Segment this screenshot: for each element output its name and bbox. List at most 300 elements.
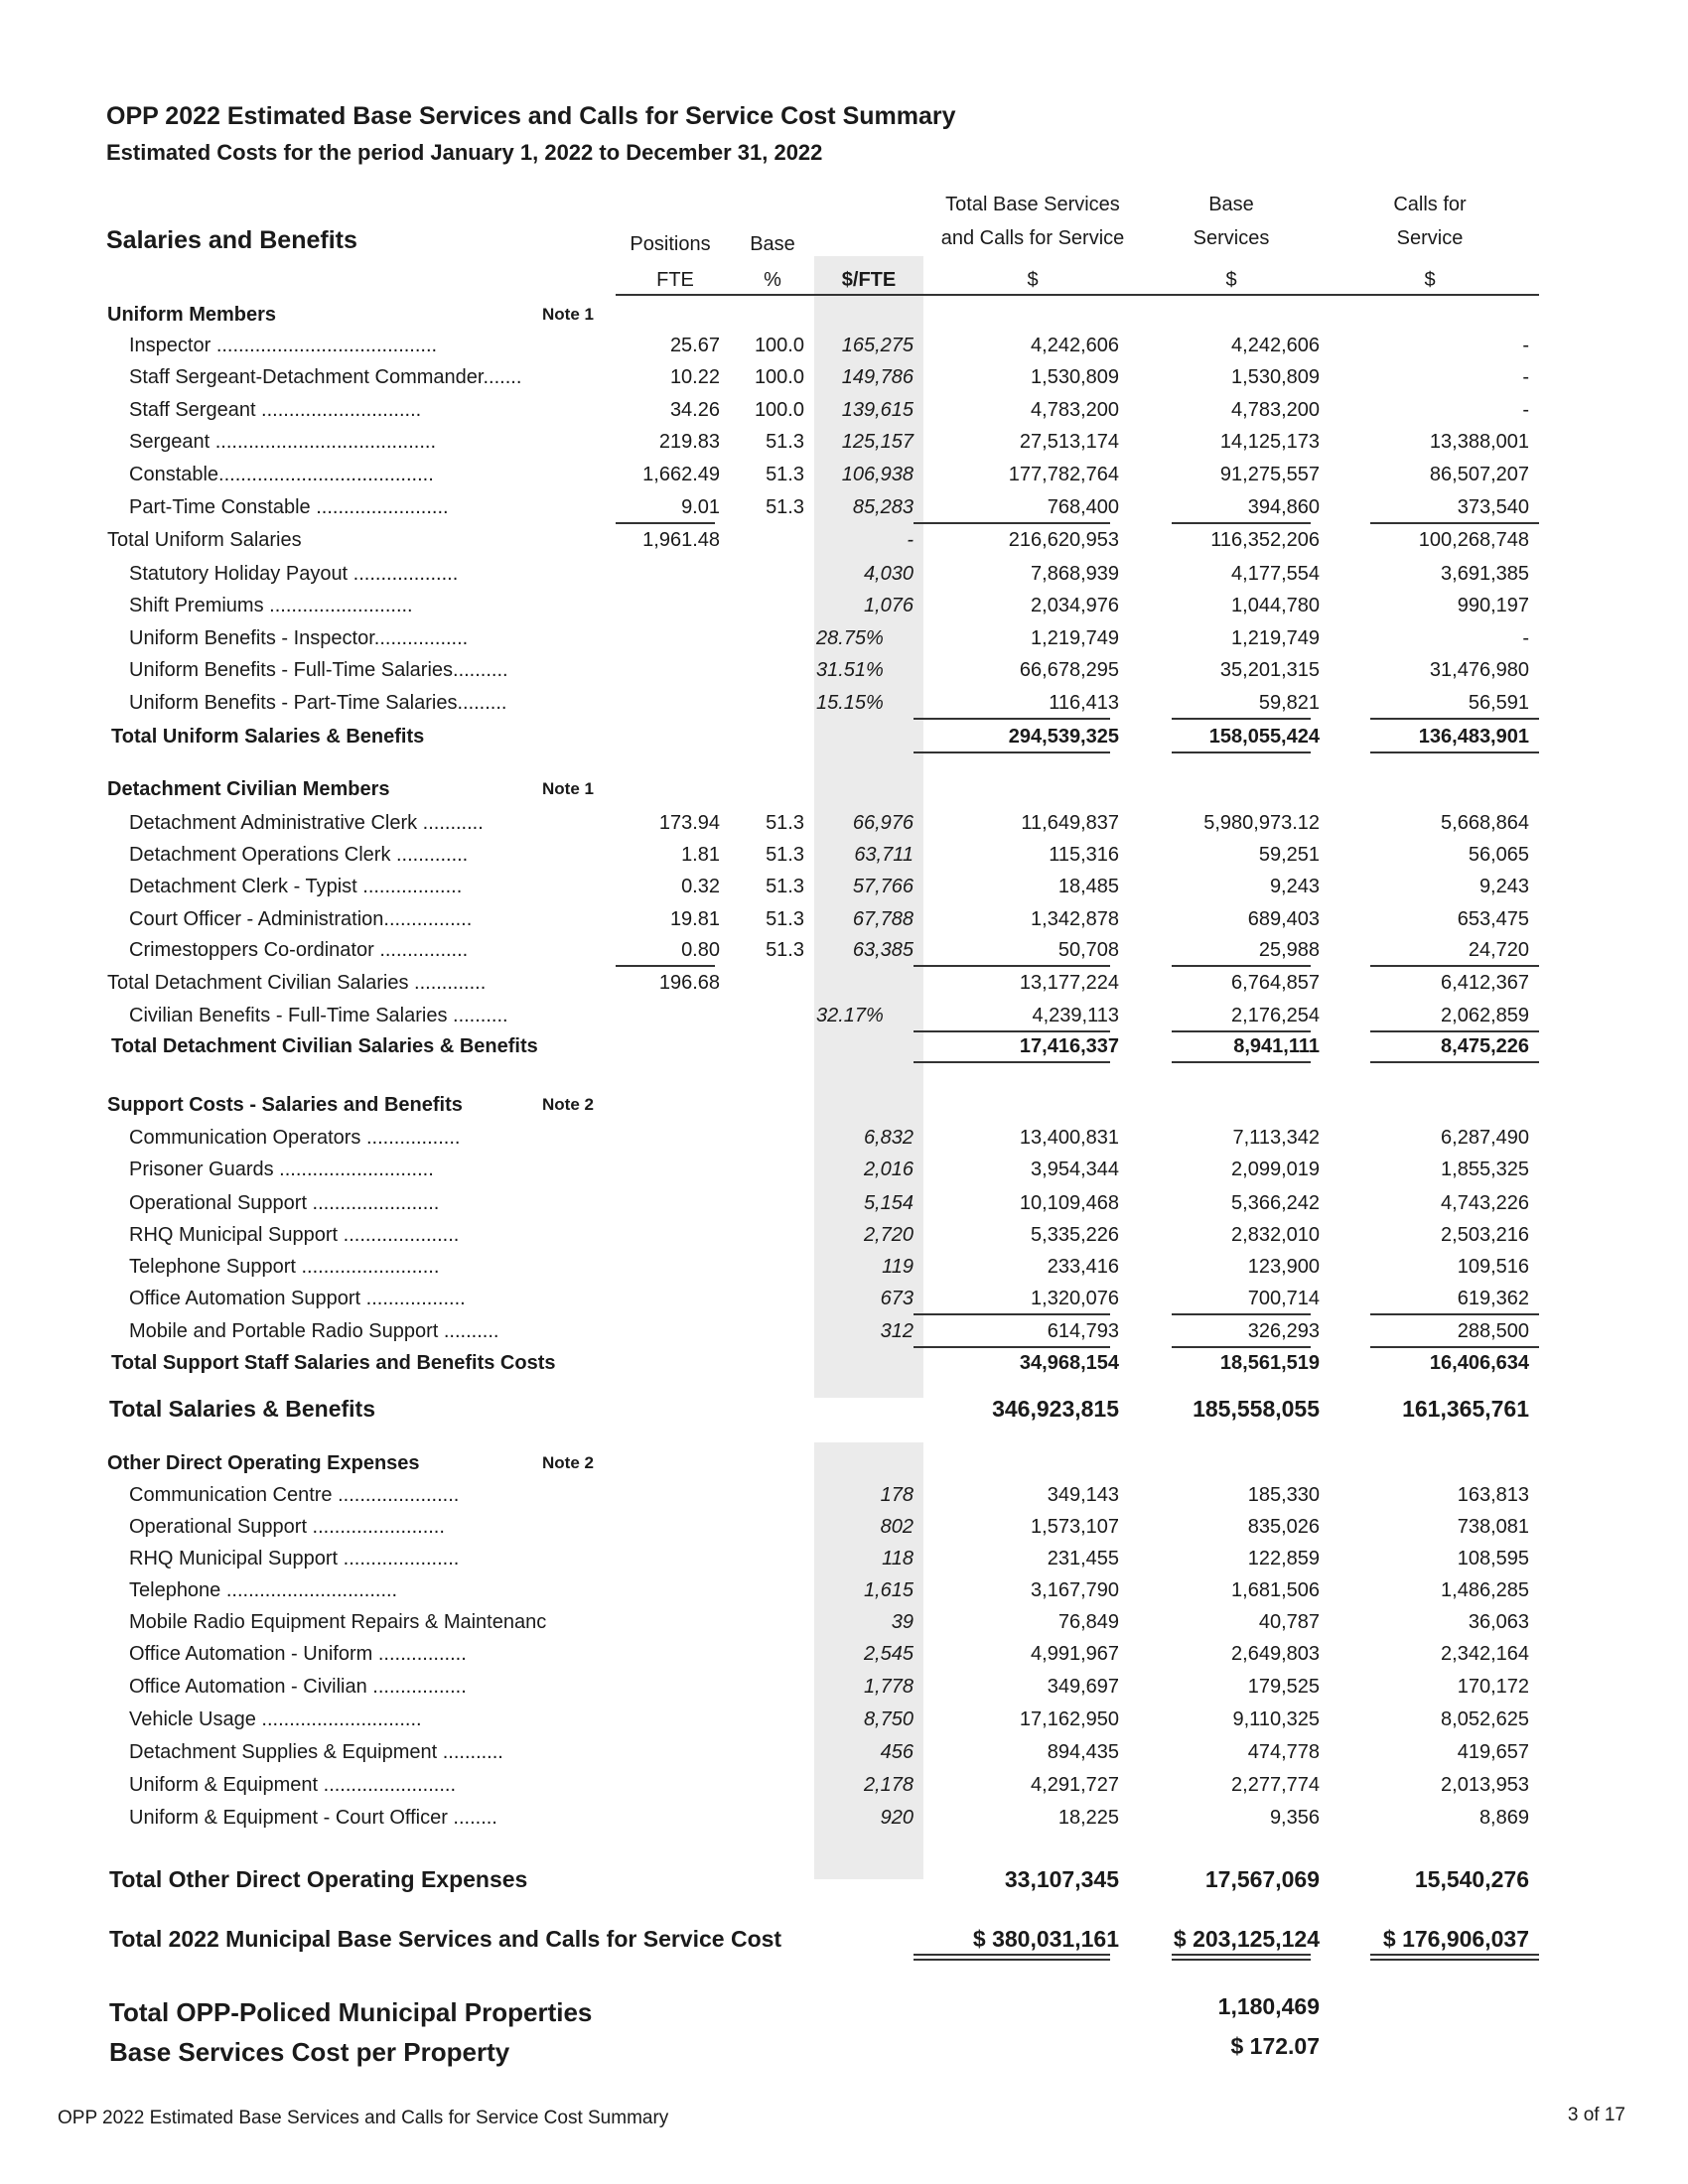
row-calls-for-service: 2,013,953 (1441, 1774, 1529, 1796)
row-base-pct: 51.3 (766, 496, 804, 518)
row-calls-for-service: 738,081 (1457, 1516, 1529, 1538)
cfs-header-1: Calls for (1393, 194, 1467, 215)
row-calls-for-service: 419,657 (1457, 1741, 1529, 1763)
row-base-services: 2,277,774 (1231, 1774, 1320, 1796)
row-base-services: 2,649,803 (1231, 1643, 1320, 1665)
row-cost-per-fte: 118 (882, 1548, 914, 1570)
row-label: Shift Premiums .......................... (129, 595, 413, 616)
subtotal-rule (1172, 1954, 1311, 1956)
cfs-header-2: Service (1396, 227, 1464, 249)
row-base-services: 18,561,519 (1219, 1352, 1320, 1374)
base-services-dollar: $ (1225, 269, 1237, 291)
row-label: Uniform Benefits - Full-Time Salaries.......... (129, 659, 508, 681)
row-label: Civilian Benefits - Full-Time Salaries .......... (129, 1005, 508, 1026)
row-total: 349,143 (1047, 1484, 1119, 1506)
row-label: Statutory Holiday Payout ................... (129, 563, 459, 585)
table-row (0, 1219, 1688, 1251)
row-total: 5,335,226 (1031, 1224, 1119, 1246)
row-note: Note 2 (542, 1095, 594, 1114)
row-cost-per-fte: 119 (882, 1256, 914, 1278)
row-total: 294,539,325 (1008, 726, 1119, 748)
section-row (0, 299, 1688, 331)
row-fte: 173.94 (658, 812, 720, 834)
row-total: 7,868,939 (1031, 563, 1119, 585)
table-row (0, 1638, 1688, 1670)
row-cost-per-fte: 2,016 (863, 1159, 914, 1180)
row-label: Total Salaries & Benefits (109, 1396, 375, 1422)
row-fte: 25.67 (669, 335, 720, 356)
row-label: Operational Support ....................... (129, 1192, 440, 1214)
subtotal-rule (914, 718, 1110, 720)
row-calls-for-service: 24,720 (1468, 939, 1529, 961)
row-base-services: 40,787 (1258, 1611, 1320, 1633)
subtotal-rule (1172, 718, 1311, 720)
row-cost-per-fte: 67,788 (852, 908, 914, 930)
row-base-services: 1,530,809 (1231, 366, 1320, 388)
row-label: Total Uniform Salaries (107, 529, 302, 551)
row-label: Staff Sergeant-Detachment Commander....... (129, 366, 522, 388)
row-label: Total Support Staff Salaries and Benefits Costs (111, 1352, 556, 1374)
subtotal-rule (914, 1954, 1110, 1956)
row-label: Mobile and Portable Radio Support .......... (129, 1320, 499, 1342)
table-row (0, 590, 1688, 621)
row-fte: 0.80 (681, 939, 720, 961)
row-base-services: 185,558,055 (1193, 1396, 1320, 1422)
row-cost-per-fte: 149,786 (841, 366, 914, 388)
row-calls-for-service: 109,516 (1457, 1256, 1529, 1278)
row-base-services: 474,778 (1247, 1741, 1320, 1763)
row-label: Part-Time Constable ........................ (129, 496, 449, 518)
row-total: 34,968,154 (1019, 1352, 1119, 1374)
row-cost-per-fte: 1,076 (863, 595, 914, 616)
subtotal-rule (1370, 751, 1539, 753)
total-row (0, 1030, 1688, 1062)
total-header-1: Total Base Services (945, 194, 1120, 215)
row-label: Office Automation Support .................. (129, 1288, 466, 1309)
row-base-services: 25,988 (1258, 939, 1320, 961)
row-calls-for-service: 5,668,864 (1441, 812, 1529, 834)
row-calls-for-service: 619,362 (1457, 1288, 1529, 1309)
row-label: Constable....................................... (129, 464, 434, 485)
row-fte: 196.68 (658, 972, 720, 994)
table-row (0, 871, 1688, 902)
row-total: 216,620,953 (1008, 529, 1119, 551)
row-cost-per-fte: 312 (880, 1320, 914, 1342)
table-row (0, 426, 1688, 458)
table-row (0, 361, 1688, 393)
page-subtitle: Estimated Costs for the period January 1, 2022 to December 31, 2022 (106, 140, 823, 165)
row-label: Uniform & Equipment ........................ (129, 1774, 456, 1796)
row-label: Telephone ............................... (129, 1579, 398, 1601)
table-row (0, 1000, 1688, 1031)
row-cost-per-fte: 85,283 (852, 496, 914, 518)
row-total: 233,416 (1047, 1256, 1119, 1278)
row-label: Uniform Benefits - Part-Time Salaries......... (129, 692, 507, 714)
table-row (0, 394, 1688, 426)
base-header: Base (750, 233, 795, 255)
table-row (0, 1736, 1688, 1768)
row-total: 17,416,337 (1019, 1035, 1119, 1057)
subtotal-rule (914, 1061, 1110, 1063)
row-calls-for-service: 13,388,001 (1429, 431, 1529, 453)
row-cost-per-fte: 6,832 (863, 1127, 914, 1149)
row-label: Mobile Radio Equipment Repairs & Maintenanc (129, 1611, 547, 1633)
row-label: RHQ Municipal Support ..................... (129, 1224, 460, 1246)
row-calls-for-service: 2,342,164 (1441, 1643, 1529, 1665)
row-label: Inspector ........................................ (129, 335, 438, 356)
row-total: 4,783,200 (1031, 399, 1119, 421)
row-calls-for-service: 9,243 (1478, 876, 1529, 897)
total-row (0, 1923, 1688, 1955)
row-calls-for-service: 15,540,276 (1414, 1866, 1529, 1892)
total-row (0, 1863, 1688, 1895)
row-cost-per-fte: 178 (880, 1484, 914, 1506)
section-row (0, 1447, 1688, 1479)
row-label: Detachment Administrative Clerk ........... (129, 812, 484, 834)
row-cost-per-fte: 66,976 (852, 812, 914, 834)
row-calls-for-service: 8,052,625 (1441, 1708, 1529, 1730)
base-services-header-2: Services (1193, 227, 1270, 249)
row-base-services: 5,366,242 (1231, 1192, 1320, 1214)
row-base-services: 7,113,342 (1232, 1127, 1320, 1149)
grand-total-double-rule (914, 1959, 1110, 1961)
row-total: 76,849 (1057, 1611, 1119, 1633)
row-total: 4,239,113 (1032, 1005, 1119, 1026)
table-row (0, 1574, 1688, 1606)
row-calls-for-service: 2,062,859 (1441, 1005, 1529, 1026)
row-base-services: 179,525 (1247, 1676, 1320, 1698)
table-row (0, 807, 1688, 839)
row-total: 33,107,345 (1004, 1866, 1119, 1892)
total-header-2: and Calls for Service (940, 227, 1125, 249)
row-label: Other Direct Operating Expenses (107, 1452, 420, 1474)
row-calls-for-service: 6,287,490 (1441, 1127, 1529, 1149)
fte-header: FTE (656, 269, 694, 291)
row-cost-per-fte: 125,157 (841, 431, 914, 453)
row-cost-per-fte: 139,615 (841, 399, 914, 421)
table-row (0, 934, 1688, 966)
row-label: Vehicle Usage ............................. (129, 1708, 422, 1730)
table-row (0, 1769, 1688, 1801)
row-base-services: 123,900 (1247, 1256, 1320, 1278)
total-row (0, 967, 1688, 999)
row-label: Communication Centre ...................... (129, 1484, 460, 1506)
row-base-pct: 51.3 (766, 908, 804, 930)
row-total: 4,291,727 (1031, 1774, 1119, 1796)
row-base-services: 4,783,200 (1231, 399, 1320, 421)
row-cost-per-fte: 2,178 (863, 1774, 914, 1796)
row-base-pct: 51.3 (766, 812, 804, 834)
row-calls-for-service: 170,172 (1457, 1676, 1529, 1698)
row-base-services: 2,832,010 (1231, 1224, 1320, 1246)
section-row (0, 773, 1688, 805)
table-row (0, 1187, 1688, 1219)
row-label: Detachment Civilian Members (107, 778, 390, 800)
table-row (0, 1315, 1688, 1347)
row-note: Note 1 (542, 779, 594, 798)
row-base-services: 2,099,019 (1231, 1159, 1320, 1180)
row-calls-for-service: 6,412,367 (1441, 972, 1529, 994)
table-row (0, 687, 1688, 719)
table-row (0, 622, 1688, 654)
cost-per-property-value: $ 172.07 (1230, 2033, 1320, 2059)
row-cost-per-fte: 106,938 (841, 464, 914, 485)
row-total: 614,793 (1047, 1320, 1119, 1342)
row-total: 11,649,837 (1021, 812, 1119, 834)
total-row (0, 1393, 1688, 1425)
pct-header: % (764, 269, 781, 291)
row-calls-for-service: 1,855,325 (1441, 1159, 1529, 1180)
subtotal-rule (1172, 1061, 1311, 1063)
row-label: Office Automation - Civilian ................. (129, 1676, 467, 1698)
row-label: Operational Support ........................ (129, 1516, 445, 1538)
row-label: Uniform & Equipment - Court Officer ........ (129, 1807, 497, 1829)
row-fte: 0.32 (681, 876, 720, 897)
row-label: Telephone Support ......................... (129, 1256, 440, 1278)
row-cost-per-fte: 1,615 (863, 1579, 914, 1601)
row-total: 1,530,809 (1031, 366, 1119, 388)
row-calls-for-service: 2,503,216 (1441, 1224, 1529, 1246)
subtotal-rule (1370, 718, 1539, 720)
header-underline (616, 294, 1539, 296)
table-row (0, 1802, 1688, 1834)
table-row (0, 330, 1688, 361)
row-calls-for-service: 16,406,634 (1429, 1352, 1529, 1374)
row-base-pct: 51.3 (766, 431, 804, 453)
row-base-services: 122,859 (1247, 1548, 1320, 1570)
row-base-services: 17,567,069 (1204, 1866, 1320, 1892)
row-calls-for-service: - (1522, 627, 1529, 649)
row-calls-for-service: 163,813 (1457, 1484, 1529, 1506)
row-base-services: 689,403 (1247, 908, 1320, 930)
row-calls-for-service: $ 176,906,037 (1382, 1926, 1529, 1952)
row-note: Note 2 (542, 1453, 594, 1472)
row-base-services: 1,219,749 (1231, 627, 1320, 649)
row-label: Court Officer - Administration................ (129, 908, 473, 930)
base-services-header-1: Base (1208, 194, 1254, 215)
table-row (0, 459, 1688, 490)
row-base-services: 6,764,857 (1231, 972, 1320, 994)
row-total: 1,219,749 (1031, 627, 1119, 649)
row-base-services: 158,055,424 (1208, 726, 1320, 748)
subtotal-rule (1172, 751, 1311, 753)
row-total: 50,708 (1057, 939, 1119, 961)
page-title: OPP 2022 Estimated Base Services and Calls for Service Cost Summary (106, 102, 956, 130)
row-calls-for-service: 990,197 (1457, 595, 1529, 616)
page-number: 3 of 17 (1567, 2105, 1625, 2125)
properties-value: 1,180,469 (1217, 1993, 1320, 2019)
row-base-services: 91,275,557 (1219, 464, 1320, 485)
row-label: Total 2022 Municipal Base Services and Calls for Service Cost (109, 1926, 782, 1952)
table-row (0, 1251, 1688, 1283)
row-cost-per-fte: 920 (880, 1807, 914, 1829)
row-base-services: 116,352,206 (1210, 529, 1320, 551)
row-calls-for-service: 100,268,748 (1418, 529, 1529, 551)
subtotal-rule (914, 751, 1110, 753)
table-row (0, 1283, 1688, 1314)
row-fte: 9.01 (681, 496, 720, 518)
row-total: 231,455 (1047, 1548, 1119, 1570)
row-fte: 219.83 (658, 431, 720, 453)
table-row (0, 839, 1688, 871)
row-calls-for-service: 56,065 (1468, 844, 1529, 866)
cfs-dollar: $ (1424, 269, 1436, 291)
row-base-services: 4,242,606 (1231, 335, 1320, 356)
row-label: Total Detachment Civilian Salaries & Benefits (111, 1035, 538, 1057)
row-base-services: 835,026 (1247, 1516, 1320, 1538)
row-cost-per-fte: 165,275 (841, 335, 914, 356)
row-label: Detachment Clerk - Typist .................. (129, 876, 463, 897)
table-row (0, 1154, 1688, 1185)
row-base-services: 59,251 (1258, 844, 1320, 866)
row-calls-for-service: 8,869 (1478, 1807, 1529, 1829)
row-fte: 10.22 (669, 366, 720, 388)
row-cost-per-fte: 63,385 (852, 939, 914, 961)
row-label: Office Automation - Uniform ................ (129, 1643, 467, 1665)
row-cost-per-fte: - (907, 529, 914, 551)
row-base-pct: 100.0 (754, 399, 804, 421)
row-base-pct: 51.3 (766, 844, 804, 866)
row-total: 10,109,468 (1019, 1192, 1119, 1214)
row-calls-for-service: - (1522, 335, 1529, 356)
total-row (0, 1347, 1688, 1379)
row-fte: 19.81 (669, 908, 720, 930)
row-calls-for-service: - (1522, 399, 1529, 421)
row-calls-for-service: 161,365,761 (1402, 1396, 1529, 1422)
row-base-services: 185,330 (1247, 1484, 1320, 1506)
row-base-services: 1,681,506 (1231, 1579, 1320, 1601)
subtotal-rule (1370, 1061, 1539, 1063)
properties-label: Total OPP-Policed Municipal Properties (109, 1997, 593, 2027)
row-base-services: 9,110,325 (1232, 1708, 1320, 1730)
row-total: 177,782,764 (1008, 464, 1119, 485)
row-cost-per-fte: 4,030 (863, 563, 914, 585)
row-cost-per-fte: 2,545 (863, 1643, 914, 1665)
row-label: Crimestoppers Co-ordinator ................ (129, 939, 469, 961)
row-base-services: 4,177,554 (1231, 563, 1320, 585)
total-dollar: $ (1027, 269, 1039, 291)
row-total: 116,413 (1049, 692, 1119, 714)
table-row (0, 1479, 1688, 1511)
row-total: 18,485 (1057, 876, 1119, 897)
table-row (0, 1122, 1688, 1154)
row-label: Detachment Supplies & Equipment ........... (129, 1741, 503, 1763)
row-total: 3,954,344 (1031, 1159, 1119, 1180)
row-fte: 1,961.48 (642, 529, 720, 551)
row-total: 27,513,174 (1019, 431, 1119, 453)
row-calls-for-service: 288,500 (1457, 1320, 1529, 1342)
row-label: RHQ Municipal Support ..................... (129, 1548, 460, 1570)
row-base-services: 9,243 (1269, 876, 1320, 897)
row-cost-per-fte: 456 (880, 1741, 914, 1763)
positions-header: Positions (630, 233, 711, 255)
table-row (0, 1671, 1688, 1703)
row-base-services: 2,176,254 (1231, 1005, 1320, 1026)
row-total: 1,573,107 (1031, 1516, 1119, 1538)
row-label: Prisoner Guards ............................ (129, 1159, 434, 1180)
row-total: 2,034,976 (1031, 595, 1119, 616)
row-cost-per-fte: 2,720 (863, 1224, 914, 1246)
row-benefit-rate: 32.17% (816, 1005, 884, 1026)
row-total: 4,991,967 (1031, 1643, 1119, 1665)
row-benefit-rate: 28.75% (816, 627, 884, 649)
row-calls-for-service: 4,743,226 (1441, 1192, 1529, 1214)
row-base-services: 35,201,315 (1219, 659, 1320, 681)
row-label: Detachment Operations Clerk ............. (129, 844, 469, 866)
row-calls-for-service: 3,691,385 (1441, 563, 1529, 585)
row-base-pct: 51.3 (766, 464, 804, 485)
row-calls-for-service: - (1522, 366, 1529, 388)
row-cost-per-fte: 57,766 (852, 876, 914, 897)
row-label: Sergeant ........................................ (129, 431, 436, 453)
row-total: 3,167,790 (1031, 1579, 1119, 1601)
row-fte: 1.81 (681, 844, 720, 866)
row-cost-per-fte: 673 (880, 1288, 914, 1309)
row-base-pct: 51.3 (766, 939, 804, 961)
per-fte-header: $/FTE (841, 269, 897, 291)
grand-total-double-rule (1370, 1959, 1539, 1961)
table-row (0, 1606, 1688, 1638)
row-base-pct: 51.3 (766, 876, 804, 897)
row-base-services: 394,860 (1247, 496, 1320, 518)
table-row (0, 1704, 1688, 1735)
row-base-services: 14,125,173 (1219, 431, 1320, 453)
row-total: 1,320,076 (1031, 1288, 1119, 1309)
row-total: 13,177,224 (1019, 972, 1119, 994)
row-label: Support Costs - Salaries and Benefits (107, 1094, 463, 1116)
row-calls-for-service: 108,595 (1457, 1548, 1529, 1570)
section-row (0, 1089, 1688, 1121)
row-base-pct: 100.0 (754, 335, 804, 356)
row-calls-for-service: 31,476,980 (1429, 659, 1529, 681)
row-note: Note 1 (542, 305, 594, 324)
table-row (0, 491, 1688, 523)
table-row (0, 654, 1688, 686)
row-label: Communication Operators ................. (129, 1127, 461, 1149)
row-base-services: 9,356 (1269, 1807, 1320, 1829)
row-total: 346,923,815 (992, 1396, 1119, 1422)
row-total: 13,400,831 (1019, 1127, 1119, 1149)
row-total: 18,225 (1057, 1807, 1119, 1829)
row-total: 115,316 (1049, 844, 1119, 866)
row-base-pct: 100.0 (754, 366, 804, 388)
row-cost-per-fte: 1,778 (863, 1676, 914, 1698)
row-benefit-rate: 15.15% (816, 692, 884, 714)
subtotal-rule (1370, 1954, 1539, 1956)
row-total: 1,342,878 (1031, 908, 1119, 930)
row-base-services: $ 203,125,124 (1173, 1926, 1320, 1952)
row-calls-for-service: 36,063 (1468, 1611, 1529, 1633)
row-cost-per-fte: 39 (891, 1611, 914, 1633)
row-fte: 34.26 (669, 399, 720, 421)
row-base-services: 5,980,973.12 (1203, 812, 1320, 834)
row-calls-for-service: 86,507,207 (1429, 464, 1529, 485)
row-base-services: 326,293 (1247, 1320, 1320, 1342)
row-calls-for-service: 653,475 (1457, 908, 1529, 930)
row-total: 66,678,295 (1019, 659, 1119, 681)
section-header: Salaries and Benefits (106, 226, 357, 254)
footer: OPP 2022 Estimated Base Services and Calls for Service Cost Summary (58, 2108, 669, 2128)
row-cost-per-fte: 802 (880, 1516, 914, 1538)
total-row (0, 721, 1688, 752)
grand-total-double-rule (1172, 1959, 1311, 1961)
table-row (0, 1511, 1688, 1543)
cost-per-property-label: Base Services Cost per Property (109, 2037, 510, 2067)
row-label: Total Uniform Salaries & Benefits (111, 726, 425, 748)
row-calls-for-service: 1,486,285 (1441, 1579, 1529, 1601)
row-total: 349,697 (1047, 1676, 1119, 1698)
table-row (0, 558, 1688, 590)
